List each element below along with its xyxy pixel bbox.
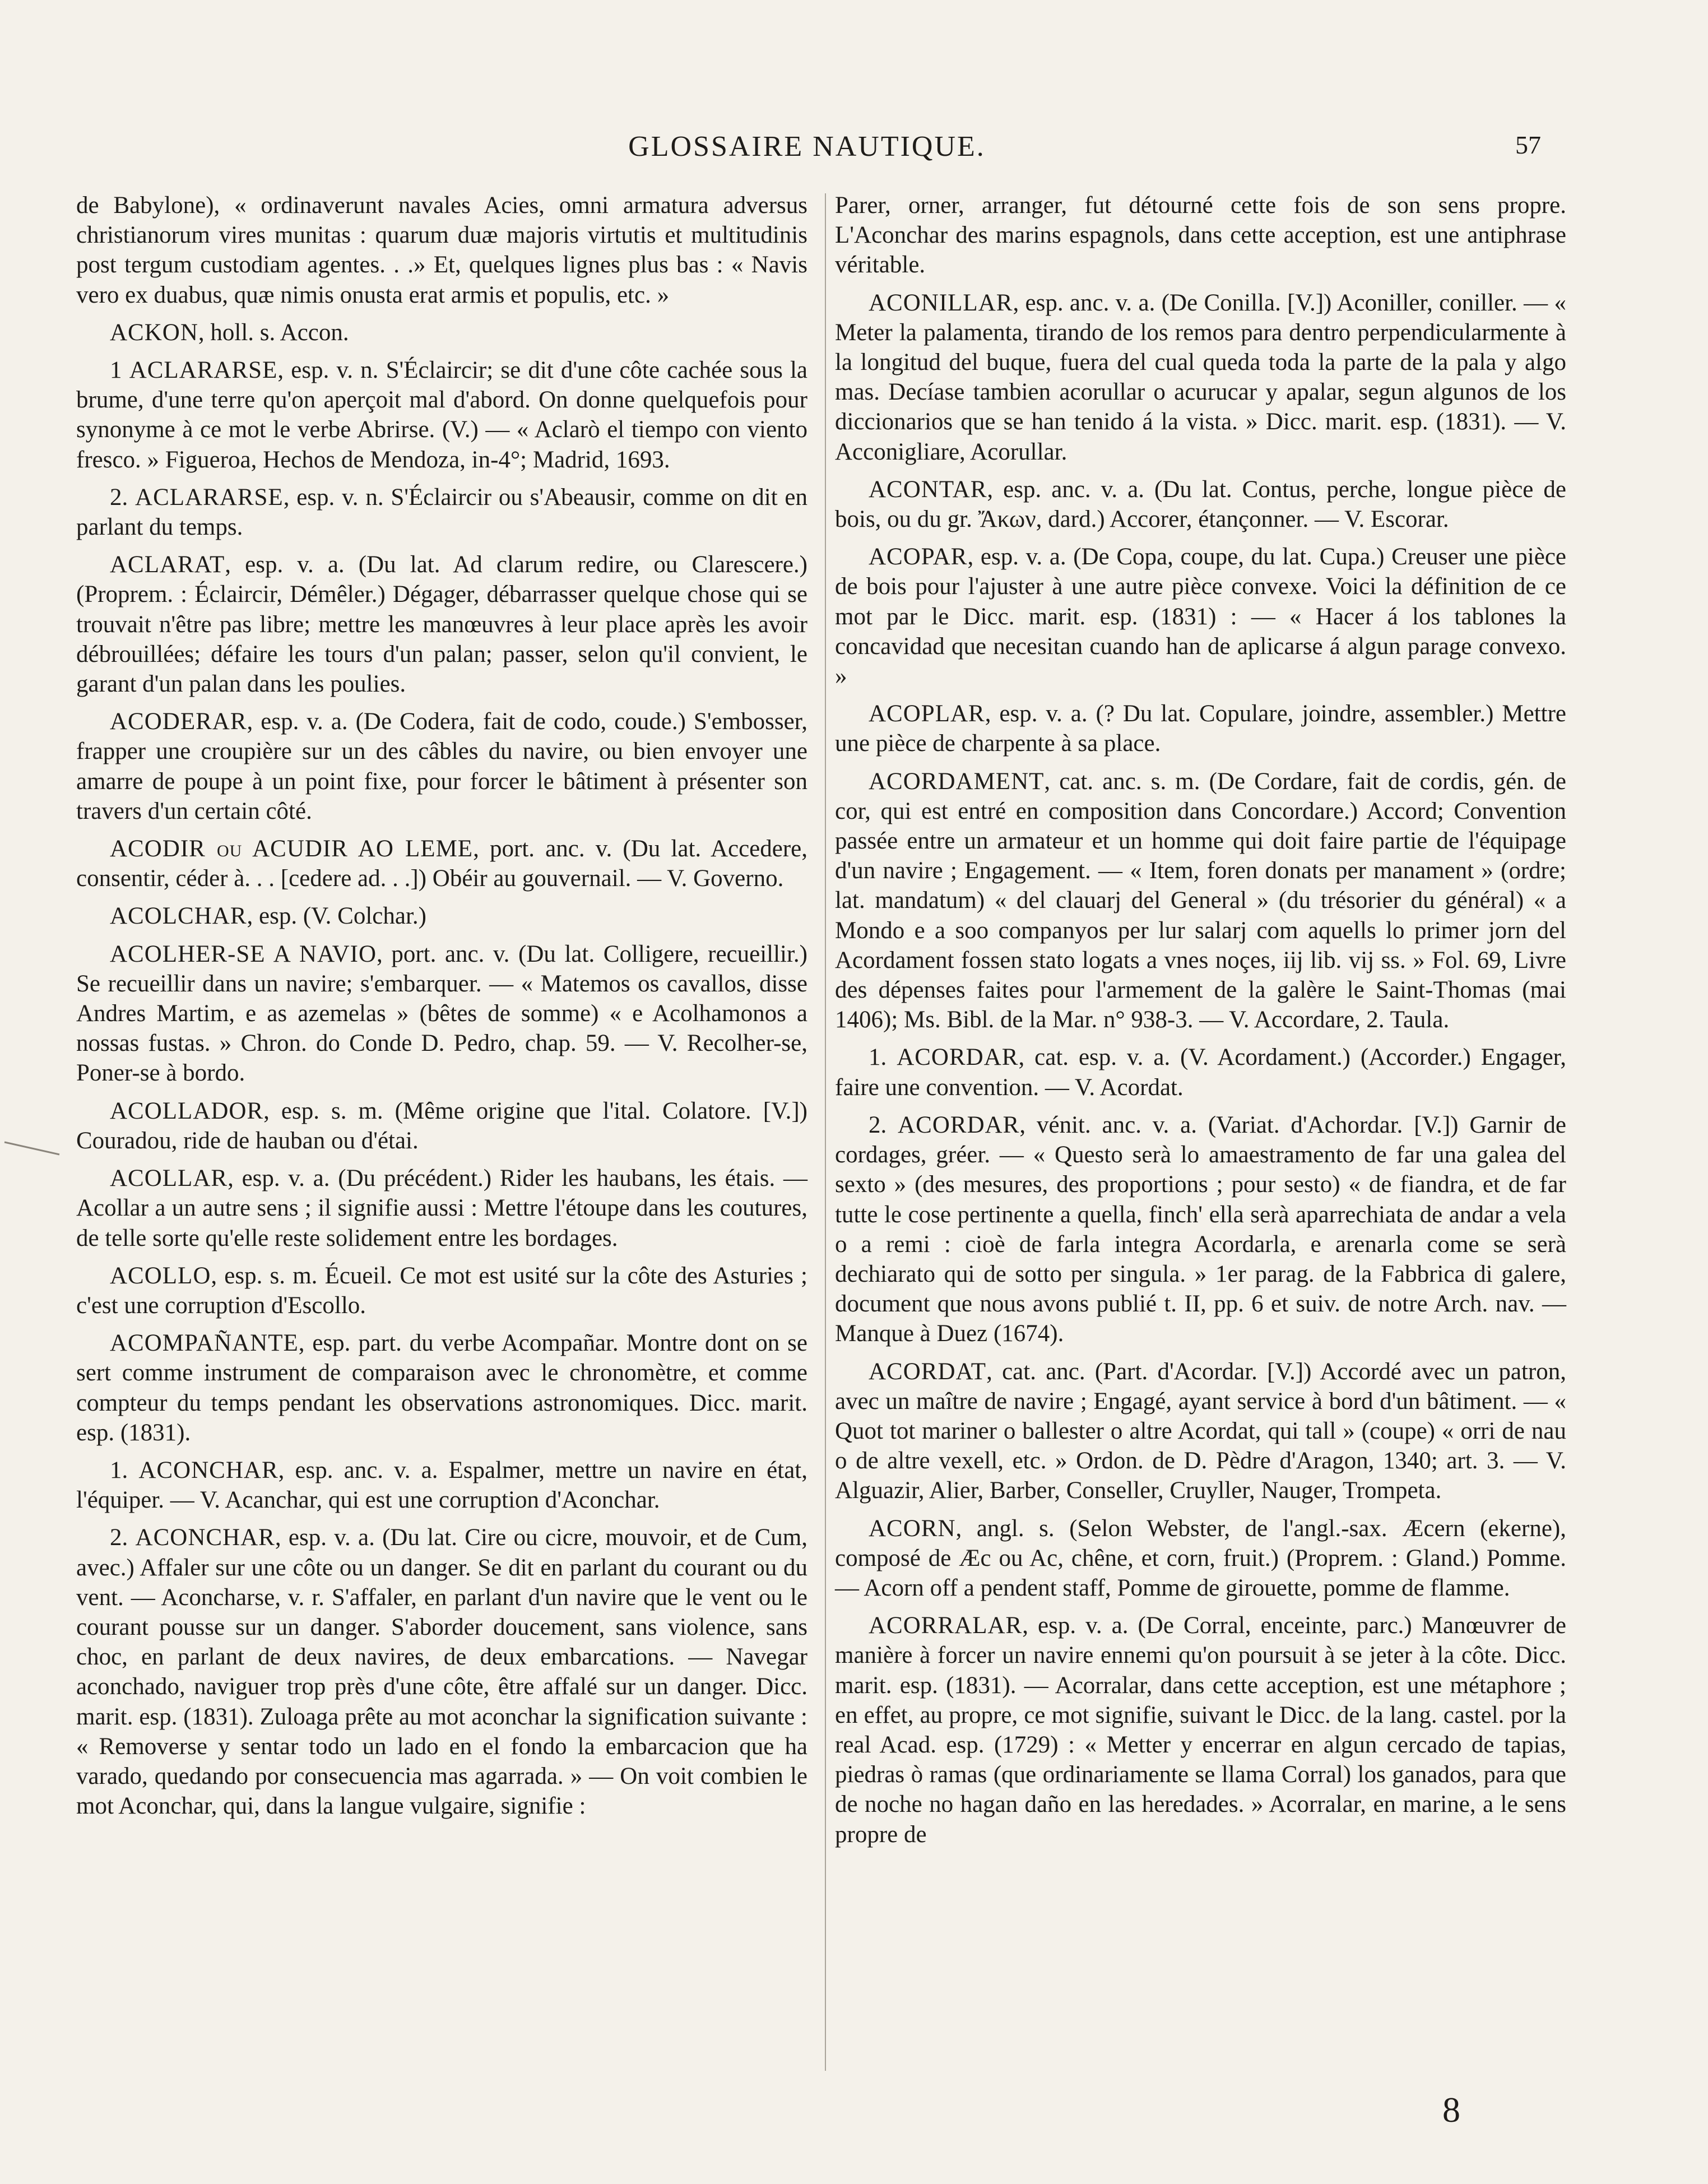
entry-paragraph: ACOLCHAR, esp. (V. Colchar.) <box>110 903 426 930</box>
headword: ACORRALAR <box>869 1612 1023 1639</box>
headword: ACOPAR <box>869 544 968 571</box>
margin-mark-icon <box>3 1138 65 1160</box>
headword: ACOLLO <box>110 1262 211 1289</box>
entry-paragraph: ACORN, angl. s. (Selon Webster, de l'angl.-sax. Æcern (ekerne), composé de Æc ou Ac, chêne, et corn, fruit.) (Proprem. : Gland.) Pomme. — Acorn off a pendent staff, Pomme de girouette, pomme de flamme. <box>835 1515 1566 1601</box>
entry-paragraph: ACORDAT, cat. anc. (Part. d'Acordar. [V.]) Accordé avec un patron, avec un maître de navire ; Engagé, ayant service à bord d'un bâtiment. — « Quot tot mariner o ballester o altre Acordat, qui tall » (coupe) « orri de nau o de altre vexell, etc. » Ordon. de D. Pèdre d'Aragon, 1340; art. 3. — V. Alguazir, Alier, Barber, Conseller, Cruyller, Nauger, Trompeta. <box>835 1358 1566 1504</box>
running-title: GLOSSAIRE NAUTIQUE. <box>628 131 986 163</box>
entry-paragraph: ACONTAR, esp. anc. v. a. (Du lat. Contus, perche, longue pièce de bois, ou du gr. Ἄκων, dard.) Accorer, étançonner. — V. Escorar. <box>835 476 1566 533</box>
headword: ACLARARSE <box>129 357 278 384</box>
signature-mark: 8 <box>1442 2090 1460 2130</box>
headword: ACORDAT <box>869 1358 987 1385</box>
headword: ACODIR ou ACUDIR AO LEME <box>110 836 474 863</box>
entry-paragraph: 1. ACORDAR, cat. esp. v. a. (V. Acordament.) (Accorder.) Engager, faire une convention. — V. Acordat. <box>835 1044 1567 1101</box>
headword: ACONTAR <box>869 476 987 503</box>
entry-paragraph: ACORRALAR, esp. v. a. (De Corral, enceinte, parc.) Manœuvrer de manière à forcer un navire ennemi qu'on poursuit à se jeter à la côte. Dicc. marit. esp. (1831). — Acorralar, dans cette acception, est une métaphore ; en effet, au propre, ce mot signifie, suivant le Dicc. de la lang. castel. por la real Acad. esp. (1729) : « Metter y encerrar en algun cercado de tapias, piedras ò ramas (que ordinariamente se llama Corral) los ganados, para que de noche no hagan daño en las heredades. » Acorralar, en marine, a le sens propre de <box>835 1612 1566 1848</box>
headword: ACORDAMENT <box>869 768 1045 795</box>
entry-paragraph: 2. ACONCHAR, esp. v. a. (Du lat. Cire ou cicre, mouvoir, et de Cum, avec.) Affaler sur une côte ou un danger. Se dit en parlant du courant ou du vent. — Aconcharse, v. r. S'affaler, en parlant d'un navire que le vent ou le courant pousse sur un danger. S'aborder doucement, sans violence, sans choc, en parlant de deux navires, de deux embarcations. — Navegar aconchado, naviguer trop près d'une côte, être affalé sur un danger. Dicc. marit. esp. (1831). Zuloaga prête au mot aconchar la signification suivante : « Removerse y sentar todo un lado en el fondo la embarcacion que ha varado, quedando por consecuencia mas agarrada. » — On voit combien le mot Aconchar, qui, dans la langue vulgaire, signifie : <box>76 1524 808 1820</box>
headword: ACODERAR <box>110 708 247 735</box>
entry-paragraph: ACOMPAÑANTE, esp. part. du verbe Acompañar. Montre dont on se sert comme instrument de comparaison avec le chronomètre, et comme compteur du temps pendant les observations astronomiques. Dicc. marit. esp. (1831). <box>76 1330 807 1446</box>
right-column <box>835 191 1566 1857</box>
entry-paragraph: 2. ACORDAR, vénit. anc. v. a. (Variat. d'Achordar. [V.]) Garnir de cordages, gréer. — « Questo serà lo amaestramento de far una galea del sexto » (des mesures, des proportions ; pour sesto) « de fiandra, et de far tutte le cose pertinente a quella, finch' ella serà aparrechiata de andar a vela o a remi : cioè de farla integra Acordarla, e arenarla come se serà dechiarato qui de sotto per singula. » 1er parag. de la Fabbrica di galere, document que nous avons publié t. II, pp. 6 et suiv. de notre Arch. nav. — Manque à Duez (1674). <box>835 1111 1567 1347</box>
entry-paragraph: 1. ACONCHAR, esp. anc. v. a. Espalmer, mettre un navire en état, l'équiper. — V. Acanchar, qui est une corruption d'Aconchar. <box>76 1457 807 1514</box>
headword: ACOPLAR <box>869 701 985 727</box>
entry-paragraph: ACKON, holl. s. Accon. <box>110 319 349 346</box>
entry-paragraph: ACOPLAR, esp. v. a. (? Du lat. Copulare, joindre, assembler.) Mettre une pièce de charpente à sa place. <box>835 701 1566 757</box>
headword: ACKON <box>110 319 198 346</box>
entry-paragraph: 1 ACLARARSE, esp. v. n. S'Éclaircir; se dit d'une côte cachée sous la brume, d'une terre qu'on aperçoit mal d'abord. On donne quelquefois pour synonyme à ce mot le verbe Abrirse. (V.) — « Aclarò el tiempo con viento fresco. » Figueroa, Hechos de Mendoza, in-4°; Madrid, 1693. <box>76 357 808 473</box>
headword: ACOLLAR <box>110 1165 228 1192</box>
entry-paragraph: ACOLLAR, esp. v. a. (Du précédent.) Rider les haubans, les étais. — Acollar a un autre sens ; il signifie aussi : Mettre l'étoupe dans les coutures, de telle sorte qu'elle reste solidement entre les bordages. <box>76 1165 807 1251</box>
left-column <box>76 191 807 1829</box>
headword: ACLARAT <box>110 551 225 578</box>
headword: ACORN <box>869 1515 956 1542</box>
headword: ACOLHER-SE A NAVIO <box>110 940 377 967</box>
entry-paragraph: Parer, orner, arranger, fut détourné cette fois de son sens propre. L'Aconchar des marins espagnols, dans cette acception, est une antiphrase véritable. <box>835 192 1566 279</box>
entry-paragraph: ACOLLADOR, esp. s. m. (Même origine que l'ital. Colatore. [V.]) Couradou, ride de hauban ou d'étai. <box>76 1097 807 1154</box>
column-divider <box>825 193 826 2071</box>
headword: ACONILLAR <box>869 289 1013 316</box>
entry-paragraph: de Babylone), « ordinaverunt navales Acies, omni armatura adversus christianorum vires munitas : quarum duæ majoris virtutis et multitudinis post tergum custodiam agentes. . .» Et, quelques lignes plus bas : « Navis vero ex duabus, quæ nimis onusta erat armis et populis, etc. » <box>76 192 807 308</box>
headword: ACONCHAR <box>138 1457 279 1483</box>
entry-paragraph: ACORDAMENT, cat. anc. s. m. (De Cordare, fait de cordis, gén. de cor, qui est entré en composition dans Concordare.) Accord; Convention passée entre un armateur et un homme qui doit faire partie de l'équipage d'un navire ; Engagement. — « Item, foren donats per manament » (ordre; lat. mandatum) « del clauarj del General » (du trésorier du général) « a Mondo e a soo companyos per lur salarj com aquells lo primer jorn del Acordament fossen stato logats a vnes noçes, iij lib. vij ss. » Fol. 69, Livre des dépenses faites pour l'armement de la galère le Saint-Thomas (mai 1406); Ms. Bibl. de la Mar. n° 938-3. — V. Accordare, 2. Taula. <box>835 768 1566 1033</box>
entry-paragraph: ACOLLO, esp. s. m. Écueil. Ce mot est usité sur la côte des Asturies ; c'est une corruption d'Escollo. <box>76 1262 807 1319</box>
page-header <box>73 130 1541 175</box>
entry-paragraph: ACODERAR, esp. v. a. (De Codera, fait de codo, coude.) S'embosser, frapper une croupière sur un des câbles du navire, ou bien envoyer une amarre de poupe à un point fixe, pour forcer le bâtiment à présenter son travers d'un certain côté. <box>76 708 807 824</box>
headword: ACOMPAÑANTE <box>110 1330 299 1357</box>
entry-paragraph: 2. ACLARARSE, esp. v. n. S'Éclaircir ou s'Abeausir, comme on dit en parlant du temps. <box>76 484 808 541</box>
entry-paragraph: ACOPAR, esp. v. a. (De Copa, coupe, du lat. Cupa.) Creuser une pièce de bois pour l'ajuster à une autre pièce convexe. Voici la définition de ce mot par le Dicc. marit. esp. (1831) : — « Hacer á los tablones la concavidad que necesitan cuando han de aplicarse á algun parage convexo. » <box>835 544 1566 690</box>
headword: ACORDAR <box>898 1111 1020 1138</box>
entry-paragraph: ACOLHER-SE A NAVIO, port. anc. v. (Du lat. Colligere, recueillir.) Se recueillir dans un navire; s'embarquer. — « Matemos os cavallos, disse Andres Martim, e as azemelas » (bêtes de somme) « e Acolhamonos a nossas fustas. » Chron. do Conde D. Pedro, chap. 59. — V. Recolher-se, Poner-se à bordo. <box>76 940 808 1087</box>
entry-paragraph: ACONILLAR, esp. anc. v. a. (De Conilla. [V.]) Aconiller, coniller. — « Meter la palamenta, tirando de los remos para dentro perpendicularmente à la longitud del buque, fuera del cual queda toda la parte de la pala y algo mas. Decíase tambien acorullar o acurucar y apalar, segun algunos de los diccionarios que se han tenido á la vista. » Dicc. marit. esp. (1831). — V. Acconigliare, Acorullar. <box>835 289 1566 465</box>
headword: ACOLCHAR <box>110 903 247 930</box>
headword: ACONCHAR <box>135 1524 275 1551</box>
headword: ACLARARSE <box>135 484 284 511</box>
entry-paragraph: ACODIR ou ACUDIR AO LEME, port. anc. v. (Du lat. Accedere, consentir, céder à. . . [cedere ad. . .]) Obéir au gouvernail. — V. Governo. <box>76 836 807 892</box>
entry-paragraph: ACLARAT, esp. v. a. (Du lat. Ad clarum redire, ou Clarescere.) (Proprem. : Éclaircir, Démêler.) Dégager, débarrasser quelque chose qui se trouvait n'être pas libre; mettre les manœuvres à leur place après les avoir débrouillées; défaire les tours d'un palan; passer, selon qu'il convient, le garant d'un palan dans les poulies. <box>76 551 807 698</box>
headword: ACOLLADOR <box>110 1097 264 1124</box>
headword: ACORDAR <box>897 1044 1019 1071</box>
page-number: 57 <box>1515 131 1541 159</box>
